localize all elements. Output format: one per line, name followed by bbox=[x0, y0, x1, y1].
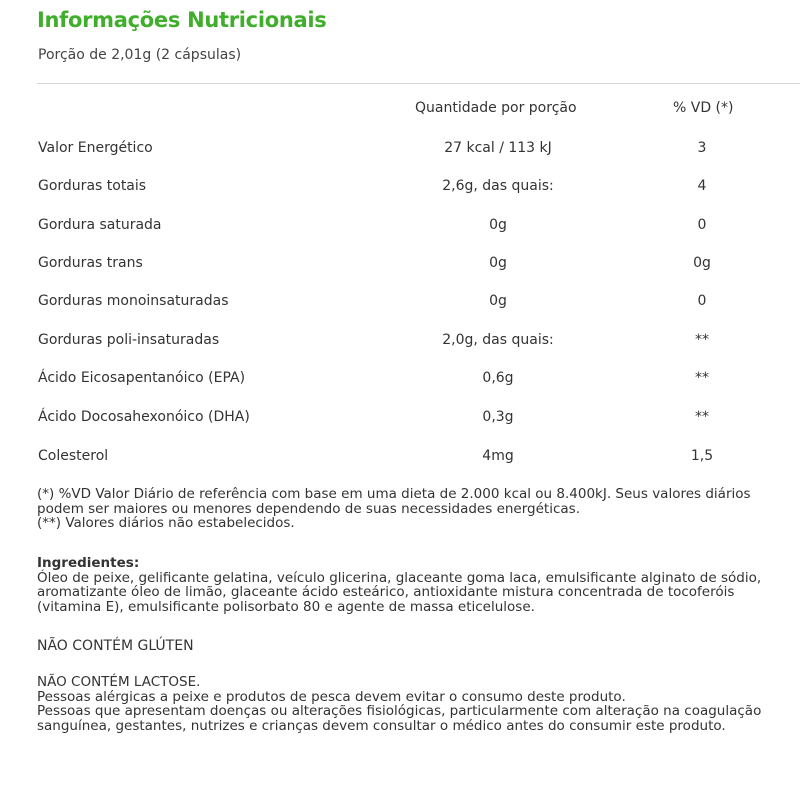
table-row bbox=[0, 217, 800, 239]
nutrient-quantity: 0g bbox=[489, 293, 507, 309]
nutrient-quantity: 0g bbox=[489, 255, 507, 271]
nutrient-vd: 0 bbox=[697, 217, 707, 233]
page-title: Informações Nutricionais bbox=[37, 8, 327, 32]
nutrient-vd: 3 bbox=[697, 140, 707, 156]
nutrient-name: Gorduras totais bbox=[38, 178, 147, 194]
nutrient-name: Gorduras monoinsaturadas bbox=[38, 293, 229, 309]
nutrient-name: Valor Energético bbox=[38, 140, 153, 156]
ingredients-title: Ingredientes: bbox=[37, 555, 140, 571]
table-row bbox=[0, 293, 800, 315]
medical-warning: Pessoas que apresentam doenças ou alterações fisiológicas, particularmente com alteração na coagulação sanguínea, gestantes, nutrizes e crianças devem consultar o médico antes do consumir este produto. bbox=[37, 703, 762, 734]
footnotes bbox=[37, 487, 767, 531]
footnote-vd: (*) %VD Valor Diário de referência com base em uma dieta de 2.000 kcal ou 8.400kJ. Seus valores diários podem ser maiores ou menores dependendo de suas necessidades energéticas. bbox=[37, 486, 751, 517]
nutrient-quantity: 0g bbox=[489, 217, 507, 233]
lactose-title: NÃO CONTÉM LACTOSE. bbox=[37, 674, 201, 690]
ingredients bbox=[37, 556, 782, 614]
nutrient-vd: ** bbox=[695, 370, 709, 386]
nutrient-quantity: 0,3g bbox=[482, 409, 514, 425]
gluten-warning: NÃO CONTÉM GLÚTEN bbox=[37, 638, 194, 654]
table-row bbox=[0, 448, 800, 470]
portion-info: Porção de 2,01g (2 cápsulas) bbox=[38, 47, 242, 63]
nutrient-quantity: 27 kcal / 113 kJ bbox=[444, 140, 552, 156]
nutrient-vd: 4 bbox=[697, 178, 707, 194]
header-quantity: Quantidade por porção bbox=[415, 100, 577, 116]
nutrient-name: Ácido Docosahexonóico (DHA) bbox=[38, 409, 250, 425]
table-row bbox=[0, 370, 800, 392]
nutrient-name: Gordura saturada bbox=[38, 217, 162, 233]
table-row bbox=[0, 178, 800, 200]
nutrient-vd: 0g bbox=[693, 255, 711, 271]
allergy-warning: Pessoas alérgicas a peixe e produtos de pesca devem evitar o consumo deste produto. bbox=[37, 688, 626, 705]
nutrient-name: Colesterol bbox=[38, 448, 109, 464]
nutrient-quantity: 0,6g bbox=[482, 370, 514, 386]
divider bbox=[37, 83, 800, 84]
table-row bbox=[0, 409, 800, 431]
nutrient-name: Ácido Eicosapentanóico (EPA) bbox=[38, 370, 246, 386]
lactose-warning bbox=[37, 675, 782, 733]
nutrient-quantity: 4mg bbox=[482, 448, 514, 464]
nutrient-vd: ** bbox=[695, 409, 709, 425]
nutrient-vd: 0 bbox=[697, 293, 707, 309]
table-row bbox=[0, 140, 800, 162]
nutrient-name: Gorduras poli-insaturadas bbox=[38, 332, 220, 348]
nutrient-quantity: 2,0g, das quais: bbox=[442, 332, 554, 348]
table-row bbox=[0, 332, 800, 354]
table-row bbox=[0, 255, 800, 277]
header-vd: % VD (*) bbox=[673, 100, 734, 116]
nutrient-name: Gorduras trans bbox=[38, 255, 143, 271]
nutrient-vd: 1,5 bbox=[690, 448, 714, 464]
nutrient-vd: ** bbox=[695, 332, 709, 348]
nutrient-quantity: 2,6g, das quais: bbox=[442, 178, 554, 194]
ingredients-text: Óleo de peixe, gelificante gelatina, veículo glicerina, glaceante goma laca, emulsificante alginato de sódio, aromatizante óleo de limão, glaceante ácido esteárico, antioxidante mistura concentrada de tocoferóis (vitamina E), emulsificante polisorbato 80 e agente de massa eticelulose. bbox=[37, 569, 762, 615]
footnote-not-established: (**) Valores diários não estabelecidos. bbox=[37, 515, 295, 531]
